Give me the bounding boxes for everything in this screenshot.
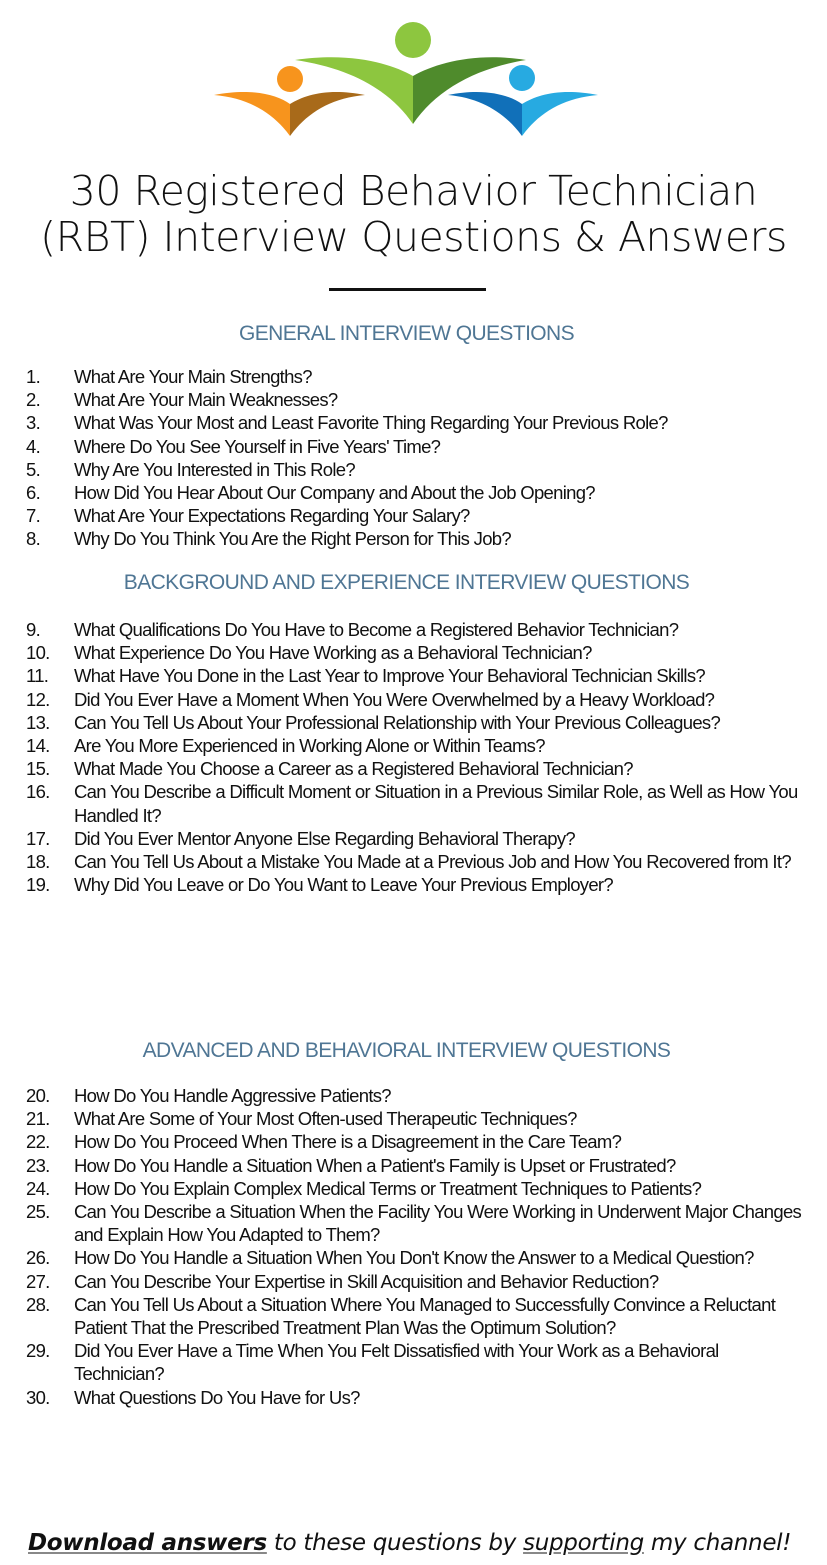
question-text: How Do You Handle a Situation When You Don't Know the Answer to a Medical Question? [74, 1247, 754, 1269]
question-number: 29. [26, 1340, 50, 1362]
question-number: 21. [26, 1108, 50, 1130]
question-number: 15. [26, 758, 50, 780]
three-people-logo-icon [210, 18, 610, 136]
title-divider [329, 288, 486, 291]
blue-figure-head [509, 65, 535, 91]
question-number: 16. [26, 781, 50, 803]
question-text: What Questions Do You Have for Us? [74, 1386, 360, 1408]
download-answers-link[interactable]: Download answers [28, 1530, 267, 1556]
question-text: Are You More Experienced in Working Alone or Within Teams? [74, 735, 545, 757]
question-text: What Are Your Main Weaknesses? [74, 389, 338, 411]
question-number: 28. [26, 1293, 50, 1315]
question-number: 23. [26, 1154, 50, 1176]
question-item [26, 873, 806, 896]
question-number: 3. [26, 412, 41, 434]
question-item [26, 757, 806, 780]
question-item [26, 481, 806, 504]
page-title-line-2: (RBT) Interview Questions & Answers [40, 213, 787, 261]
question-item [26, 688, 806, 711]
question-list-background [26, 618, 806, 896]
question-item [26, 435, 806, 458]
question-item [26, 711, 806, 734]
blue-figure-right-arm [522, 92, 598, 136]
question-item [26, 1386, 806, 1409]
page-title [0, 168, 827, 260]
question-text: Did You Ever Mentor Anyone Else Regarding Behavioral Therapy? [74, 827, 575, 849]
question-text: Why Are You Interested in This Role? [74, 458, 355, 480]
section-heading-background: BACKGROUND AND EXPERIENCE INTERVIEW QUESTIONS [123, 571, 690, 594]
question-item [26, 618, 806, 641]
question-text: Can You Tell Us About a Situation Where You Managed to Successfully Convince a Reluctant Patient That the Prescribed Treatment Plan Was the Optimum Solution? [74, 1293, 776, 1339]
question-item [26, 780, 806, 826]
question-text: Did You Ever Have a Moment When You Were Overwhelmed by a Heavy Workload? [74, 688, 715, 710]
question-item [26, 827, 806, 850]
section-heading-general: GENERAL INTERVIEW QUESTIONS [238, 322, 575, 345]
question-number: 22. [26, 1131, 50, 1153]
question-text: Can You Describe a Difficult Moment or Situation in a Previous Similar Role, as Well as How You Handled It? [74, 781, 798, 826]
question-item [26, 1084, 806, 1107]
question-number: 19. [26, 874, 50, 896]
question-text: How Do You Handle Aggressive Patients? [74, 1085, 391, 1106]
question-item [26, 1154, 806, 1177]
question-text: What Have You Done in the Last Year to Improve Your Behavioral Technician Skills? [74, 665, 705, 687]
orange-figure-right-arm [290, 92, 365, 136]
question-item [26, 411, 806, 434]
question-number: 11. [26, 665, 49, 687]
question-number: 17. [26, 827, 50, 849]
question-number: 25. [26, 1201, 50, 1223]
question-text: What Qualifications Do You Have to Become a Registered Behavior Technician? [74, 619, 679, 640]
question-item [26, 1339, 806, 1385]
question-text: Can You Tell Us About a Mistake You Made at a Previous Job and How You Recovered from It? [74, 851, 791, 873]
question-number: 7. [26, 505, 41, 527]
question-text: What Are Your Main Strengths? [74, 366, 312, 387]
question-text: Where Do You See Yourself in Five Years' Time? [74, 435, 441, 457]
question-item [26, 1200, 806, 1246]
question-text: What Are Some of Your Most Often-used Therapeutic Techniques? [74, 1108, 577, 1130]
footer-end-text: my channel! [643, 1530, 792, 1556]
question-list-advanced [26, 1084, 806, 1409]
blue-figure-left-arm [448, 92, 522, 136]
question-text: How Do You Proceed When There is a Disagreement in the Care Team? [74, 1131, 622, 1153]
question-number: 13. [26, 711, 50, 733]
question-item [26, 458, 806, 481]
question-list-general [26, 365, 806, 551]
question-text: Why Do You Think You Are the Right Person for This Job? [74, 528, 511, 550]
question-number: 2. [26, 389, 41, 411]
question-number: 20. [26, 1085, 50, 1106]
question-item [26, 388, 806, 411]
question-number: 4. [26, 435, 41, 457]
question-text: How Do You Explain Complex Medical Terms or Treatment Techniques to Patients? [74, 1177, 702, 1199]
question-text: How Did You Hear About Our Company and About the Job Opening? [74, 482, 595, 504]
question-item [26, 850, 806, 873]
question-number: 26. [26, 1247, 50, 1269]
question-text: What Experience Do You Have Working as a Behavioral Technician? [74, 642, 592, 664]
question-text: What Are Your Expectations Regarding Your Salary? [74, 505, 470, 527]
question-number: 30. [26, 1386, 50, 1408]
question-text: Can You Describe a Situation When the Facility You Were Working in Underwent Major Changes and Explain How You Adapted to Them? [74, 1201, 802, 1246]
question-text: What Made You Choose a Career as a Registered Behavioral Technician? [74, 758, 633, 780]
question-item [26, 664, 806, 687]
question-item [26, 1130, 806, 1153]
question-number: 6. [26, 482, 41, 504]
question-item [26, 365, 806, 388]
question-text: How Do You Handle a Situation When a Patient's Family is Upset or Frustrated? [74, 1154, 676, 1176]
question-number: 14. [26, 735, 50, 757]
question-item [26, 504, 806, 527]
question-number: 24. [26, 1177, 50, 1199]
question-item [26, 734, 806, 757]
question-text: Did You Ever Have a Time When You Felt Dissatisfied with Your Work as a Behavioral Technician? [74, 1340, 719, 1385]
question-item [26, 641, 806, 664]
page-title-line-1: 30 Registered Behavior Technician [69, 167, 758, 215]
question-item [26, 1293, 806, 1339]
question-item [26, 1107, 806, 1130]
question-number: 9. [26, 619, 41, 640]
question-text: What Was Your Most and Least Favorite Thing Regarding Your Previous Role? [74, 412, 668, 434]
orange-figure-left-arm [214, 92, 290, 136]
question-item [26, 1246, 806, 1269]
footer-middle-text: to these questions by [266, 1530, 524, 1556]
question-item [26, 1270, 806, 1293]
question-number: 10. [26, 642, 50, 664]
question-text: Can You Tell Us About Your Professional Relationship with Your Previous Colleagues? [74, 711, 721, 733]
question-item [26, 1177, 806, 1200]
orange-figure-head [277, 66, 303, 92]
question-number: 12. [26, 688, 50, 710]
section-heading-advanced: ADVANCED AND BEHAVIORAL INTERVIEW QUESTIONS [142, 1039, 671, 1062]
supporting-link[interactable]: supporting [523, 1530, 644, 1556]
green-figure-left-arm [295, 57, 413, 124]
question-number: 8. [26, 528, 41, 550]
question-item [26, 527, 806, 550]
question-number: 27. [26, 1270, 50, 1292]
question-number: 1. [26, 366, 41, 387]
green-figure-head [395, 22, 431, 58]
question-text: Can You Describe Your Expertise in Skill Acquisition and Behavior Reduction? [74, 1270, 659, 1292]
question-text: Why Did You Leave or Do You Want to Leave Your Previous Employer? [74, 874, 613, 896]
question-number: 5. [26, 458, 41, 480]
question-number: 18. [26, 851, 50, 873]
footer-cta [28, 1530, 791, 1556]
